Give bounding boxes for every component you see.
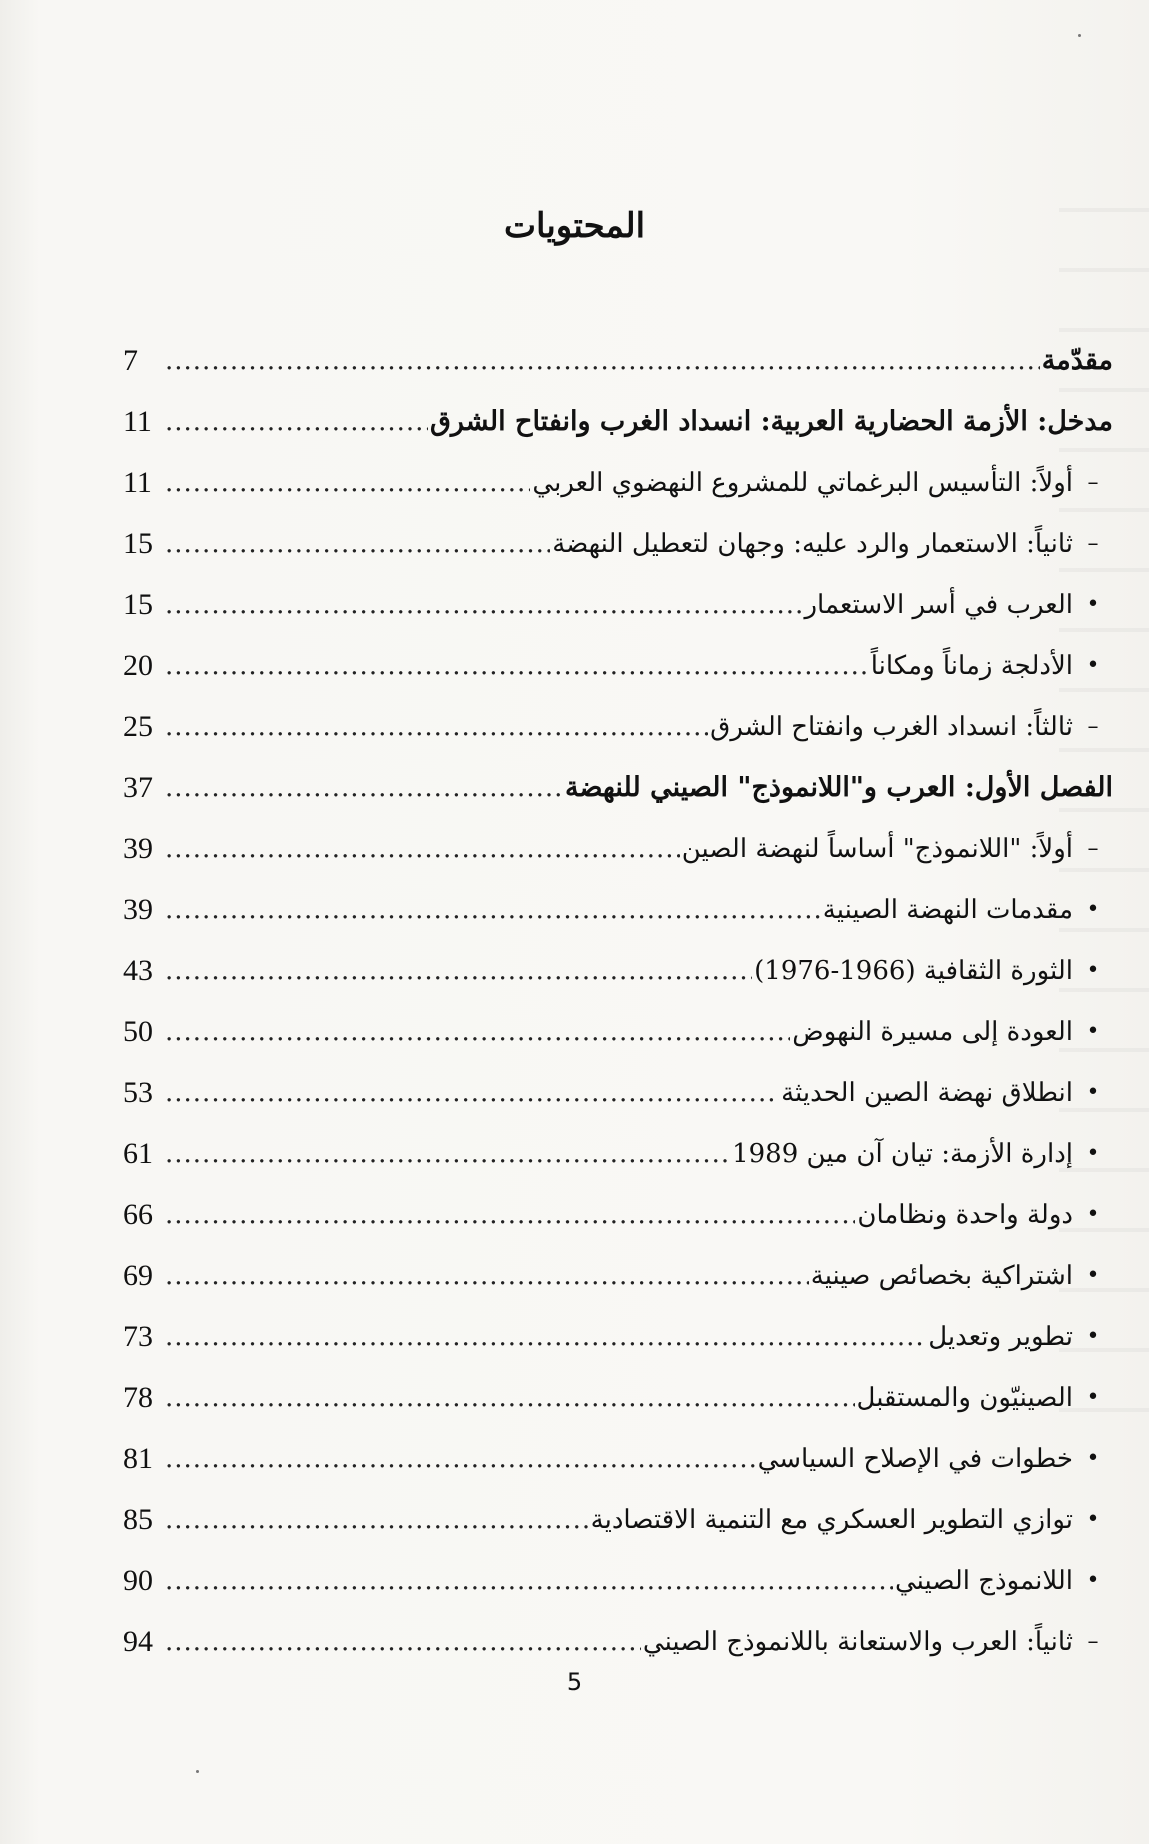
toc-page-number: 85 [123, 1502, 153, 1536]
dot-leader [165, 1507, 589, 1533]
toc-entry-title: انطلاق نهضة الصين الحديثة [781, 1077, 1073, 1108]
toc-entry-title: الفصل الأول: العرب و"اللانموذج" الصيني للنهضة [565, 772, 1113, 803]
toc-entry [123, 1062, 1113, 1123]
paper-speck [1078, 34, 1081, 37]
bullet-icon: • [1086, 1019, 1100, 1044]
toc-entry-title: مقدمات النهضة الصينية [822, 894, 1073, 925]
toc-entry-title: مقدّمة [1041, 345, 1113, 376]
toc-entry [123, 696, 1113, 757]
toc-entry-title: مدخل: الأزمة الحضارية العربية: انسداد الغرب وانفتاح الشرق [429, 406, 1113, 437]
toc-entry [123, 452, 1113, 513]
toc-entry-title: العرب في أسر الاستعمار [804, 589, 1073, 620]
toc-entry-title: ثانياً: العرب والاستعانة باللانموذج الصيني [642, 1626, 1073, 1657]
toc-page-number: 15 [123, 587, 153, 621]
toc-entry [123, 1550, 1113, 1611]
dot-leader [165, 1324, 926, 1350]
bullet-icon: • [1086, 897, 1100, 922]
toc-page-number: 61 [123, 1136, 153, 1170]
toc-page-number: 25 [123, 709, 153, 743]
toc-page-number: 39 [123, 831, 153, 865]
dot-leader [165, 958, 752, 984]
dot-leader [165, 775, 563, 801]
toc-page-number: 81 [123, 1441, 153, 1475]
toc-entry [123, 1489, 1113, 1550]
toc-page-number: 90 [123, 1563, 153, 1597]
bullet-icon: • [1086, 1568, 1100, 1593]
toc-entry [123, 879, 1113, 940]
toc-entry [123, 1123, 1113, 1184]
toc-entry-title: دولة واحدة ونظامان [857, 1199, 1073, 1230]
toc-entry [123, 635, 1113, 696]
toc-entry-title: تطوير وتعديل [928, 1321, 1073, 1352]
dot-leader [165, 1202, 855, 1228]
toc-entry-title: أولاً: "اللانموذج" أساساً لنهضة الصين [681, 833, 1073, 864]
dash-marker: – [1087, 470, 1099, 495]
toc-entry [123, 1611, 1113, 1672]
dot-leader [165, 1141, 730, 1167]
toc-entry-title: اللانموذج الصيني [894, 1565, 1073, 1596]
page-number: 5 [566, 1668, 583, 1696]
dot-leader [165, 1019, 790, 1045]
toc-entry [123, 391, 1113, 452]
dot-leader [165, 1446, 756, 1472]
toc-page-number: 37 [123, 770, 153, 804]
toc-page-number: 94 [123, 1624, 153, 1658]
bullet-icon: • [1086, 1080, 1100, 1105]
toc-entry [123, 513, 1113, 574]
dot-leader [165, 1568, 893, 1594]
bullet-icon: • [1086, 1446, 1100, 1471]
dot-leader [165, 1080, 779, 1106]
toc-page-number: 20 [123, 648, 153, 682]
bullet-icon: • [1086, 1507, 1100, 1532]
dash-marker: – [1087, 531, 1099, 556]
toc-page-number: 53 [123, 1075, 153, 1109]
bullet-icon: • [1086, 1324, 1100, 1349]
dot-leader [165, 470, 530, 496]
toc-entry [123, 1184, 1113, 1245]
toc-page-number: 73 [123, 1319, 153, 1353]
dot-leader [165, 1385, 855, 1411]
bullet-icon: • [1086, 958, 1100, 983]
dash-marker: – [1087, 714, 1099, 739]
toc-entry [123, 330, 1113, 391]
toc-entry [123, 757, 1113, 818]
toc-entry-title: توازي التطوير العسكري مع التنمية الاقتصادية [590, 1504, 1073, 1535]
toc-entry-title: خطوات في الإصلاح السياسي [757, 1443, 1073, 1474]
toc-page-number: 15 [123, 526, 153, 560]
toc-entry-title: أولاً: التأسيس البرغماتي للمشروع النهضوي العربي [532, 467, 1073, 498]
toc-page-number: 78 [123, 1380, 153, 1414]
toc-entry-title: الصينيّون والمستقبل [856, 1382, 1073, 1413]
toc-entry [123, 1306, 1113, 1367]
page-title: المحتويات [503, 206, 646, 246]
toc-entry-title: العودة إلى مسيرة النهوض [792, 1016, 1073, 1047]
toc-entry [123, 1001, 1113, 1062]
toc-entry-title: ثانياً: الاستعمار والرد عليه: وجهان لتعطيل النهضة [552, 528, 1073, 559]
dot-leader [165, 592, 803, 618]
toc-entry-title: ثالثاً: انسداد الغرب وانفتاح الشرق [710, 711, 1073, 742]
toc-entry-title: الأدلجة زماناً ومكاناً [870, 650, 1073, 681]
bullet-icon: • [1086, 1202, 1100, 1227]
toc-entry [123, 818, 1113, 879]
dot-leader [165, 531, 550, 557]
toc-page-number: 39 [123, 892, 153, 926]
toc-entry [123, 940, 1113, 1001]
bullet-icon: • [1086, 1385, 1100, 1410]
toc-entry [123, 1428, 1113, 1489]
toc-entry [123, 574, 1113, 635]
toc-entry-title: الثورة الثقافية (1966-1976) [754, 955, 1073, 986]
toc-page-number: 50 [123, 1014, 153, 1048]
paper-speck [196, 1770, 199, 1773]
toc-entry-title: إدارة الأزمة: تيان آن مين 1989 [732, 1138, 1073, 1169]
toc-page-number: 11 [123, 465, 152, 499]
dash-marker: – [1087, 836, 1099, 861]
dot-leader [165, 836, 680, 862]
toc-page-number: 69 [123, 1258, 153, 1292]
table-of-contents [123, 330, 1113, 1672]
bullet-icon: • [1086, 653, 1100, 678]
toc-page-number: 66 [123, 1197, 153, 1231]
toc-entry-title: اشتراكية بخصائص صينية [810, 1260, 1073, 1291]
dot-leader [165, 897, 821, 923]
toc-page-number: 11 [123, 404, 152, 438]
toc-page-number: 43 [123, 953, 153, 987]
dot-leader [165, 409, 428, 435]
bullet-icon: • [1086, 592, 1100, 617]
toc-page-number: 7 [123, 343, 138, 377]
dot-leader [165, 653, 869, 679]
bullet-icon: • [1086, 1263, 1100, 1288]
dot-leader [165, 714, 708, 740]
dash-marker: – [1087, 1629, 1099, 1654]
dot-leader [165, 1263, 809, 1289]
dot-leader [165, 348, 1040, 374]
toc-entry [123, 1367, 1113, 1428]
dot-leader [165, 1629, 641, 1655]
toc-entry [123, 1245, 1113, 1306]
bullet-icon: • [1086, 1141, 1100, 1166]
